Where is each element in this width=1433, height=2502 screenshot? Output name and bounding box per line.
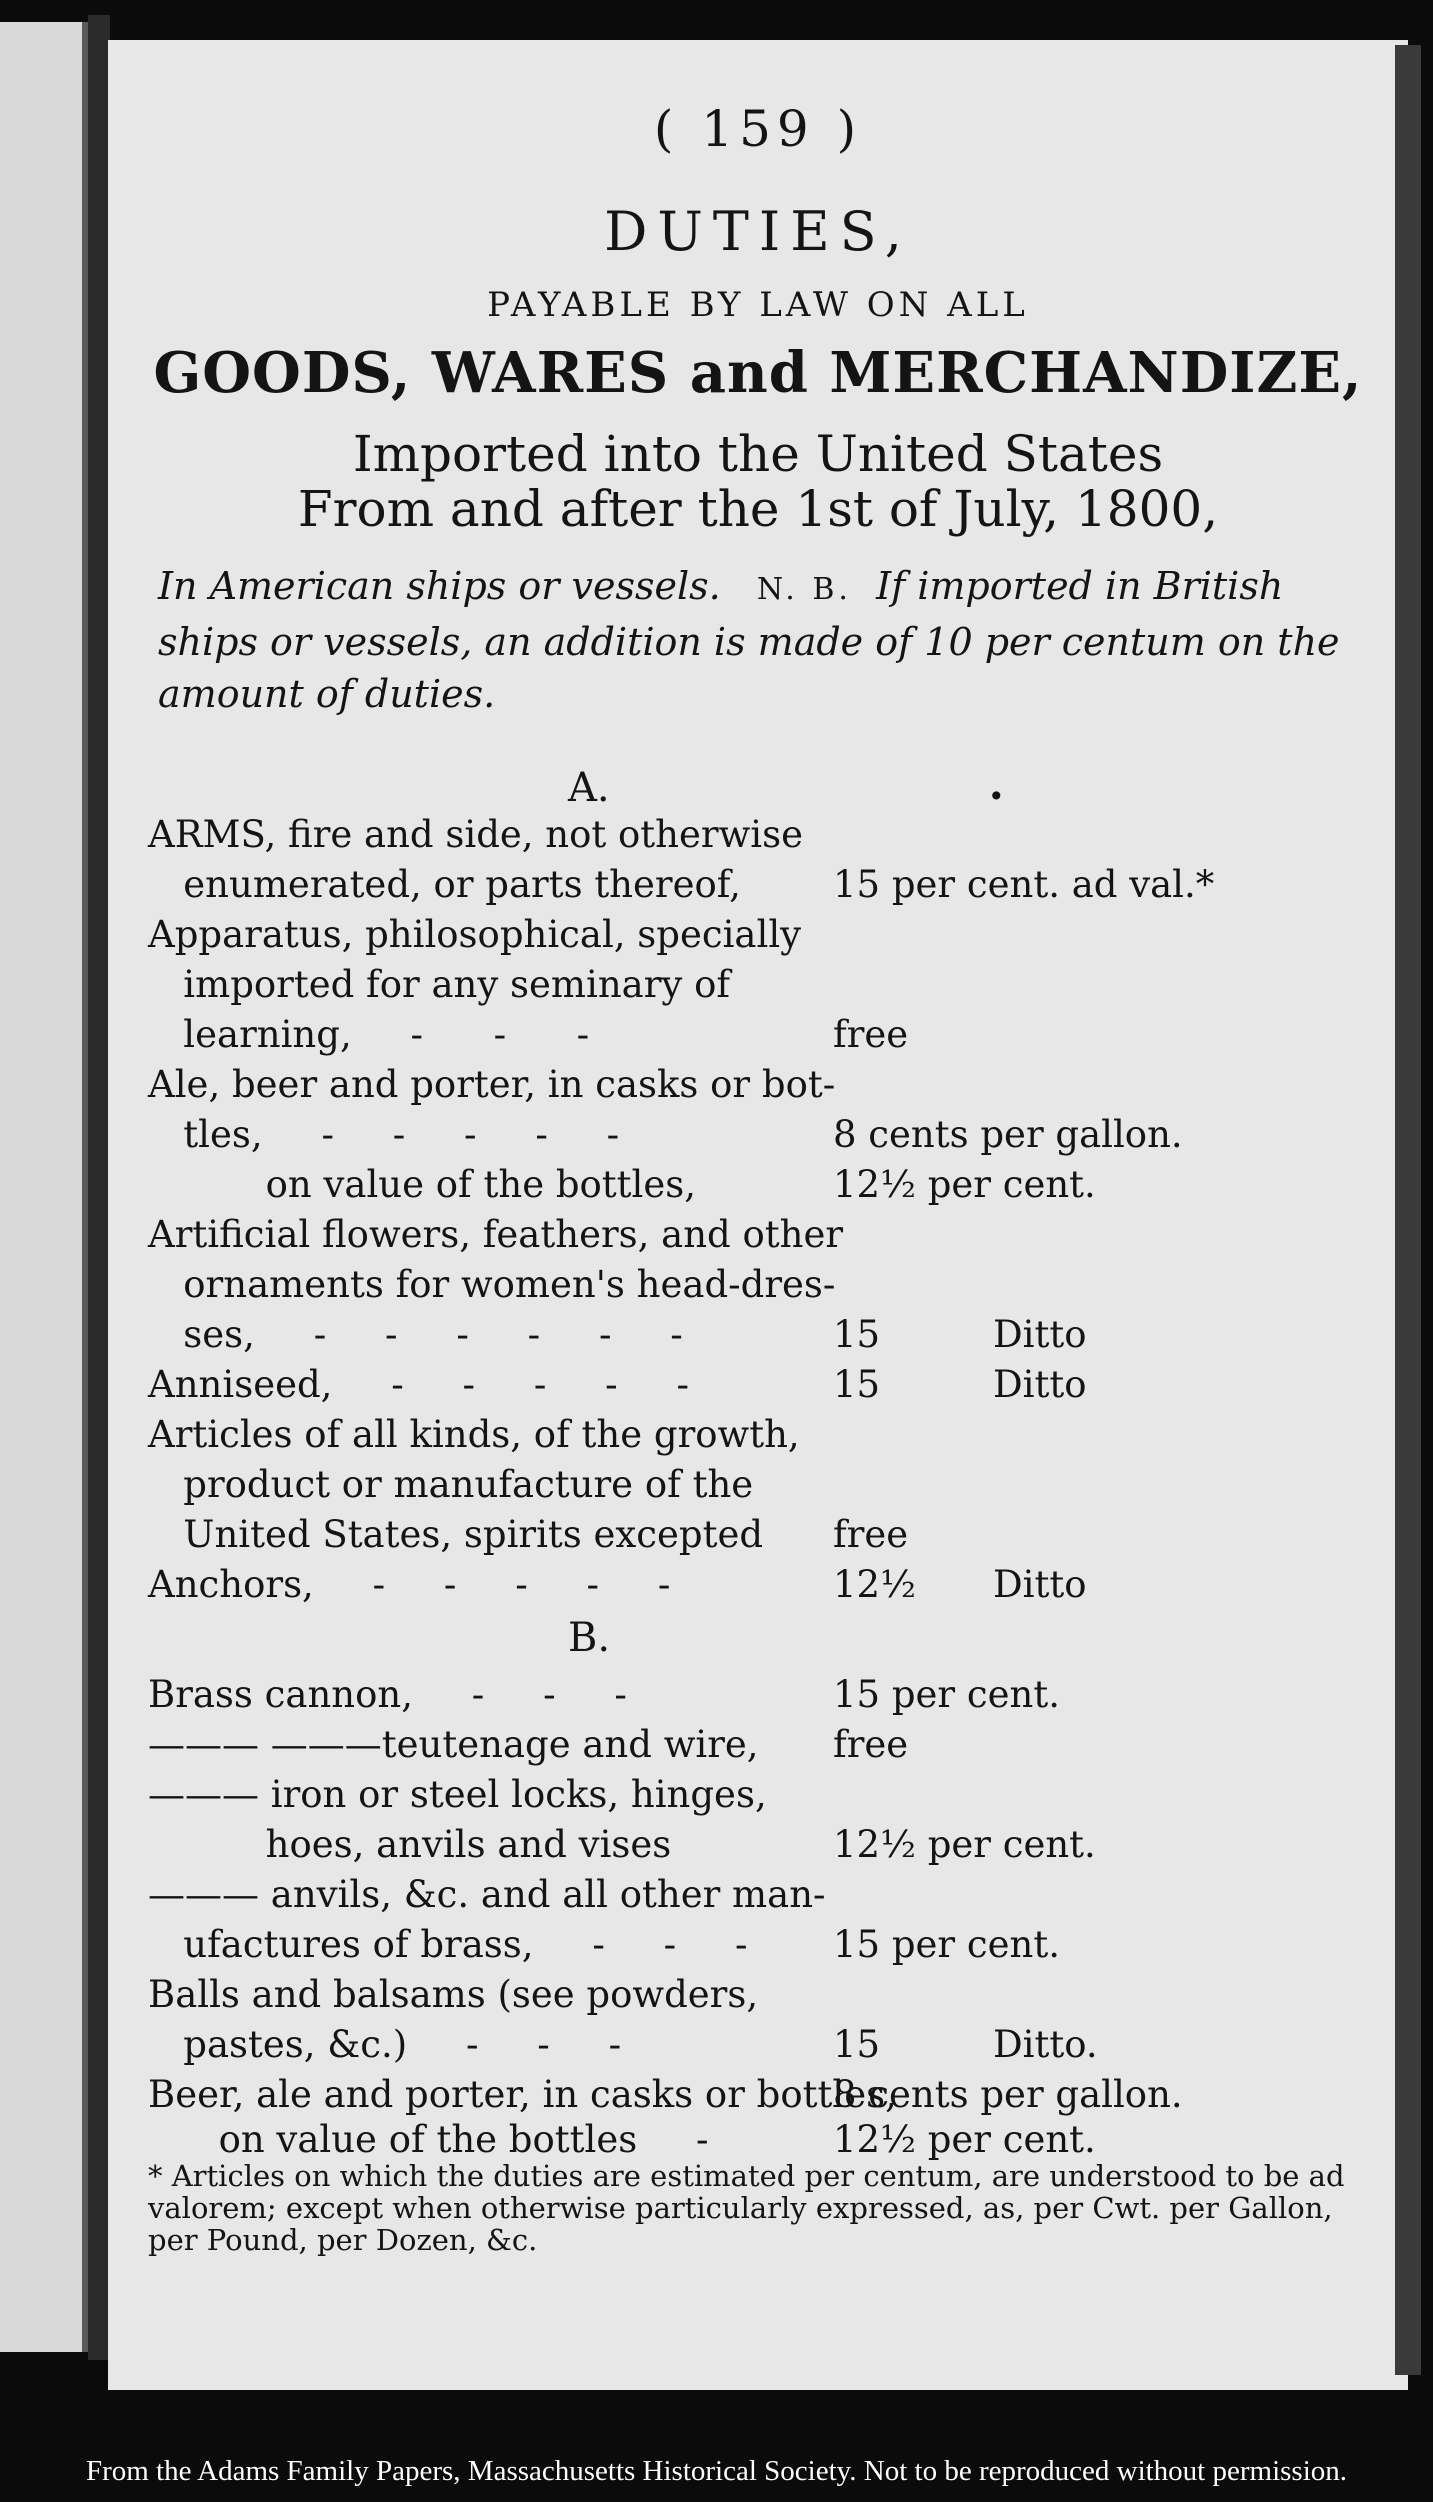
list-item: ——— iron or steel locks, hinges, hoes, anvils and vises bbox=[148, 1773, 767, 1866]
duty-value: 15 bbox=[833, 2023, 881, 2066]
footnote: * Articles on which the duties are estimated per centum, are understood to be ad valorem; except when otherwise particularly expressed, as, per Cwt. per Gallon, per Pound, per Dozen, &c. bbox=[148, 2159, 1345, 2257]
list-item: Anchors, - - - - - bbox=[148, 1563, 671, 1606]
headline: GOODS, WARES and MERCHANDIZE, bbox=[153, 340, 1363, 406]
list-item: on value of the bottles, bbox=[148, 1163, 697, 1206]
nota-bene: N. B. bbox=[756, 572, 852, 607]
duty-value: 15 per cent. ad val.* bbox=[833, 863, 1215, 906]
duty-value: free bbox=[833, 1513, 909, 1556]
list-item: Ale, beer and porter, in casks or bot- tles, - - - - - bbox=[148, 1063, 836, 1156]
ditto-mark: Ditto bbox=[993, 1313, 1087, 1356]
book-page bbox=[108, 40, 1408, 2390]
duty-value: 12½ per cent. bbox=[833, 2118, 1096, 2161]
duty-value: 15 bbox=[833, 1313, 881, 1356]
page-edge-shadow bbox=[1395, 45, 1421, 2375]
page-number: ( 159 ) bbox=[653, 100, 863, 158]
duty-value: free bbox=[833, 1723, 909, 1766]
duty-value: 12½ per cent. bbox=[833, 1823, 1096, 1866]
list-item: Articles of all kinds, of the growth, product or manufacture of the United States, spirits excepted bbox=[148, 1413, 800, 1556]
duty-value: 12½ per cent. bbox=[833, 1163, 1096, 1206]
line-from-date: From and after the 1st of July, 1800, bbox=[297, 480, 1219, 538]
duty-value: 15 per cent. bbox=[833, 1673, 1060, 1716]
ditto-mark: Ditto bbox=[993, 1363, 1087, 1406]
stray-mark: • bbox=[988, 780, 1005, 813]
list-item: ——— anvils, &c. and all other man- ufactures of brass, - - - bbox=[148, 1873, 826, 1966]
duty-value: 15 per cent. bbox=[833, 1923, 1060, 1966]
page-title: DUTIES, bbox=[604, 200, 912, 263]
duty-value: 12½ bbox=[833, 1563, 916, 1606]
section-b-heading: B. bbox=[568, 1615, 611, 1661]
ditto-mark: Ditto. bbox=[993, 2023, 1098, 2066]
list-item: Balls and balsams (see powders, pastes, &c.) - - - bbox=[148, 1973, 759, 2066]
list-item: Brass cannon, - - - bbox=[148, 1673, 627, 1716]
line-imported: Imported into the United States bbox=[352, 425, 1164, 483]
page-subtitle: PAYABLE BY LAW ON ALL bbox=[487, 285, 1029, 325]
list-item: Anniseed, - - - - - bbox=[148, 1363, 689, 1406]
archive-credit: From the Adams Family Papers, Massachusetts Historical Society. Not to be reproduced without permission. bbox=[85, 2455, 1348, 2487]
ditto-mark: Ditto bbox=[993, 1563, 1087, 1606]
book-gutter bbox=[88, 15, 110, 2360]
list-item: ARMS, fire and side, not otherwise enumerated, or parts thereof, bbox=[148, 813, 803, 906]
list-item: Beer, ale and porter, in casks or bottles, bbox=[148, 2073, 897, 2116]
intro-text-1: In American ships or vessels. bbox=[158, 564, 721, 608]
list-item: on value of the bottles - bbox=[148, 2118, 709, 2161]
list-item: ——— ———teutenage and wire, bbox=[148, 1723, 759, 1766]
duty-value: 15 bbox=[833, 1363, 881, 1406]
facing-page-edge bbox=[0, 22, 88, 2352]
duty-value: 8 cents per gallon. bbox=[833, 1113, 1183, 1156]
duty-value: free bbox=[833, 1013, 909, 1056]
duty-value: 8 cents per gallon. bbox=[833, 2073, 1183, 2116]
list-item: Artificial flowers, feathers, and other ornaments for women's head-dres- ses, - - - - - - bbox=[148, 1213, 844, 1356]
intro-text-2: If imported in British ships or vessels, an addition is made of 10 per centum on the amount of duties. bbox=[158, 564, 1340, 716]
list-item: Apparatus, philosophical, specially imported for any seminary of learning, - - - bbox=[148, 913, 802, 1056]
section-a-heading: A. bbox=[568, 765, 610, 811]
intro-paragraph bbox=[158, 560, 1358, 720]
